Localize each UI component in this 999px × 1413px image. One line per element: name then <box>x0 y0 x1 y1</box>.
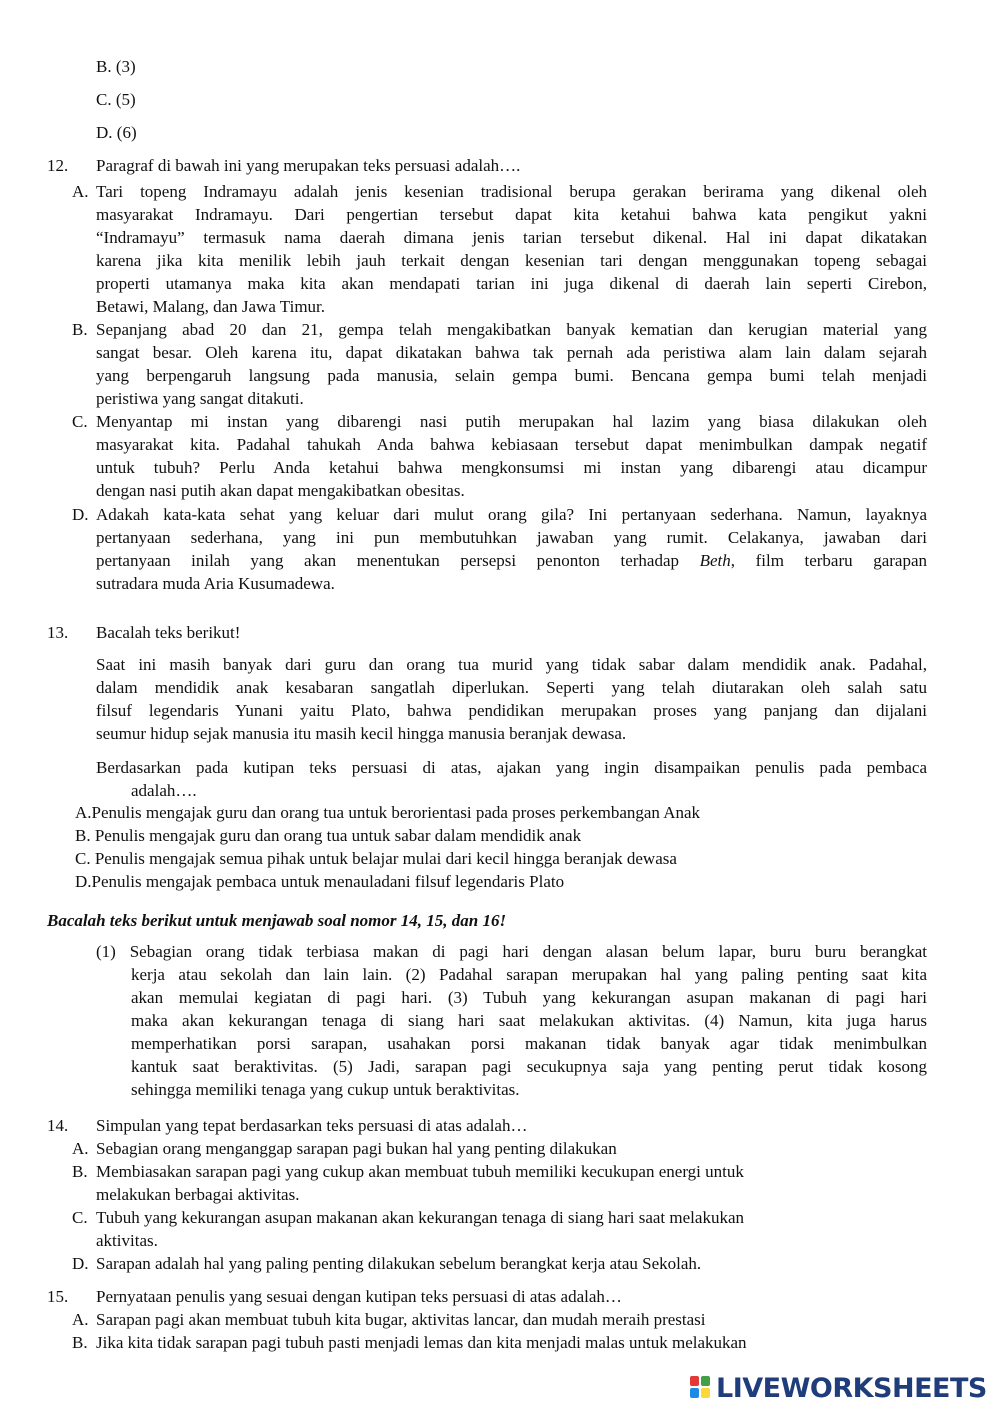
q13-option-b[interactable]: B. Penulis mengajak guru dan orang tua untuk sabar dalam mendidik anak <box>75 826 582 845</box>
q14-option-a-line: Sebagian orang menganggap sarapan pagi bukan hal yang penting dilakukan <box>96 1139 617 1158</box>
shared-passage-line: kerja atau sekolah dan lain lain. (2) Padahal sarapan merupakan hal yang paling penting saat kita <box>131 965 927 984</box>
q12-option-c-line: masyarakat kita. Padahal tahukah Anda bahwa kebiasaan tersebut dapat menimbulkan dampak negatif <box>96 435 927 454</box>
q12-option-a-line: Betawi, Malang, dan Jawa Timur. <box>96 297 326 316</box>
shared-passage-line: sehingga memiliki tenaga yang cukup untuk beraktivitas. <box>131 1080 520 1099</box>
q12-option-c-label[interactable]: C. <box>72 412 88 431</box>
q13-question-line: Berdasarkan pada kutipan teks persuasi di atas, ajakan yang ingin disampaikan penulis pada pembaca <box>96 758 927 777</box>
liveworksheets-wordmark: LIVEWORKSHEETS <box>716 1372 987 1404</box>
q12-stem: Paragraf di bawah ini yang merupakan teks persuasi adalah…. <box>96 156 521 175</box>
q14-stem: Simpulan yang tepat berdasarkan teks persuasi di atas adalah… <box>96 1116 528 1135</box>
q12-option-b-line: yang berpengaruh langsung pada manusia, selain gempa bumi. Bencana gempa bumi telah menjadi <box>96 366 927 385</box>
q13-option-c[interactable]: C. Penulis mengajak semua pihak untuk belajar mulai dari kecil hingga beranjak dewasa <box>75 849 677 868</box>
section-heading: Bacalah teks berikut untuk menjawab soal nomor 14, 15, dan 16! <box>47 911 507 930</box>
q12-option-a-line: masyarakat Indramayu. Dari pengertian tersebut dapat kita ketahui bahwa kata pengikut yakni <box>96 205 927 224</box>
q14-option-b-line: Membiasakan sarapan pagi yang cukup akan membuat tubuh memiliki kecukupan energi untuk <box>96 1162 744 1181</box>
q12-option-d-line: pertanyaan sederhana, yang ini pun membutuhkan jawaban yang rumit. Celakanya, jawaban dari <box>96 528 927 547</box>
q12-option-d-line: Adakah kata-kata sehat yang keluar dari mulut orang gila? Ini pertanyaan sederhana. Namun, layaknya <box>96 505 927 524</box>
q14-number: 14. <box>47 1116 69 1135</box>
q12-option-b-line: peristiwa yang sangat ditakuti. <box>96 389 304 408</box>
liveworksheets-logo-icon <box>690 1376 712 1400</box>
q12-option-a-line: Tari topeng Indramayu adalah jenis kesenian tradisional berupa gerakan berirama yang dikenal oleh <box>96 182 927 201</box>
q13-stem: Bacalah teks berikut! <box>96 623 241 642</box>
q14-option-c-label[interactable]: C. <box>72 1208 88 1227</box>
prev-option-d[interactable]: D. (6) <box>96 123 137 142</box>
q12-option-d-label[interactable]: D. <box>72 505 89 524</box>
shared-passage-line: akan memulai kegiatan di pagi hari. (3) Tubuh yang kekurangan asupan makanan di pagi hari <box>131 988 927 1007</box>
shared-passage-line: maka akan kekurangan tenaga di siang hari saat melakukan aktivitas. (4) Namun, kita juga harus <box>131 1011 927 1030</box>
q15-option-b-label[interactable]: B. <box>72 1333 88 1352</box>
shared-passage-line: kantuk saat beraktivitas. (5) Jadi, sarapan pagi secukupnya saja yang penting perut tidak kosong <box>131 1057 927 1076</box>
q13-question-line: adalah…. <box>131 781 197 800</box>
shared-passage-line: (1) Sebagian orang tidak terbiasa makan di pagi hari dengan alasan belum lapar, buru buru berangkat <box>96 942 927 961</box>
q13-passage-line: dalam mendidik anak kesabaran sangatlah diperlukan. Seperti yang telah diutarakan oleh salah satu <box>96 678 927 697</box>
q13-passage-line: Saat ini masih banyak dari guru dan orang tua murid yang tidak sabar dalam mendidik anak. Padahal, <box>96 655 927 674</box>
q14-option-c-line: aktivitas. <box>96 1231 158 1250</box>
q12-number: 12. <box>47 156 69 175</box>
q12-option-b-line: sangat besar. Oleh karena itu, dapat dikatakan bahwa tak pernah ada peristiwa alam lain dalam sejarah <box>96 343 927 362</box>
q12-option-d-line: pertanyaan inilah yang akan menentukan persepsi penonton terhadap Beth, film terbaru garapan <box>96 551 928 570</box>
q12-option-c-line: dengan nasi putih akan dapat mengakibatkan obesitas. <box>96 481 465 500</box>
q12-option-a-line: karena jika kita menilik lebih jauh terkait dengan kesenian tari dengan menggunakan topeng sebagai <box>96 251 927 270</box>
q12-option-a-line: “Indramayu” termasuk nama daerah dimana jenis tarian tersebut dikenal. Hal ini dapat dikatakan <box>96 228 927 247</box>
q15-option-b-line: Jika kita tidak sarapan pagi tubuh pasti menjadi lemas dan kita menjadi malas untuk melakukan <box>96 1333 747 1352</box>
q13-number: 13. <box>47 623 69 642</box>
q15-option-a-line: Sarapan pagi akan membuat tubuh kita bugar, aktivitas lancar, dan mudah meraih prestasi <box>96 1310 706 1329</box>
q12-option-b-line: Sepanjang abad 20 dan 21, gempa telah mengakibatkan banyak kematian dan kerugian material yang <box>96 320 927 339</box>
prev-option-b[interactable]: B. (3) <box>96 57 136 76</box>
q14-option-d-label[interactable]: D. <box>72 1254 89 1273</box>
shared-passage-line: memperhatikan porsi sarapan, usahakan porsi makanan tidak banyak agar tidak menimbulkan <box>131 1034 927 1053</box>
q12-option-b-label[interactable]: B. <box>72 320 88 339</box>
q14-option-b-line: melakukan berbagai aktivitas. <box>96 1185 300 1204</box>
liveworksheets-logo[interactable] <box>690 1373 987 1403</box>
prev-option-c[interactable]: C. (5) <box>96 90 136 109</box>
q14-option-a-label[interactable]: A. <box>72 1139 89 1158</box>
q14-option-d-line: Sarapan adalah hal yang paling penting dilakukan sebelum berangkat kerja atau Sekolah. <box>96 1254 702 1273</box>
q13-option-a[interactable]: A.Penulis mengajak guru dan orang tua untuk berorientasi pada proses perkembangan Anak <box>75 803 701 822</box>
q14-option-c-line: Tubuh yang kekurangan asupan makanan akan kekurangan tenaga di siang hari saat melakukan <box>96 1208 744 1227</box>
q13-passage-line: filsuf legendaris Yunani yaitu Plato, bahwa pendidikan merupakan proses yang panjang dan dijalani <box>96 701 927 720</box>
q12-option-a-line: properti utamanya maka kita akan mendapati tarian ini juga dikenal di daerah lain seperti Cirebon, <box>96 274 927 293</box>
film-title: Beth <box>699 551 731 570</box>
q12-option-a-label[interactable]: A. <box>72 182 89 201</box>
q13-option-d[interactable]: D.Penulis mengajak pembaca untuk menauladani filsuf legendaris Plato <box>75 872 565 891</box>
q15-number: 15. <box>47 1287 69 1306</box>
q14-option-b-label[interactable]: B. <box>72 1162 88 1181</box>
q12-option-c-line: Menyantap mi instan yang dibarengi nasi putih merupakan hal lazim yang biasa dilakukan oleh <box>96 412 927 431</box>
q12-option-d-line: sutradara muda Aria Kusumadewa. <box>96 574 335 593</box>
q13-passage-line: seumur hidup sejak manusia itu masih kecil hingga manusia beranjak dewasa. <box>96 724 627 743</box>
q12-option-c-line: untuk tubuh? Perlu Anda ketahui bahwa mengkonsumsi mi instan yang dibarengi atau dicampur <box>96 458 927 477</box>
q15-option-a-label[interactable]: A. <box>72 1310 89 1329</box>
q15-stem: Pernyataan penulis yang sesuai dengan kutipan teks persuasi di atas adalah… <box>96 1287 622 1306</box>
